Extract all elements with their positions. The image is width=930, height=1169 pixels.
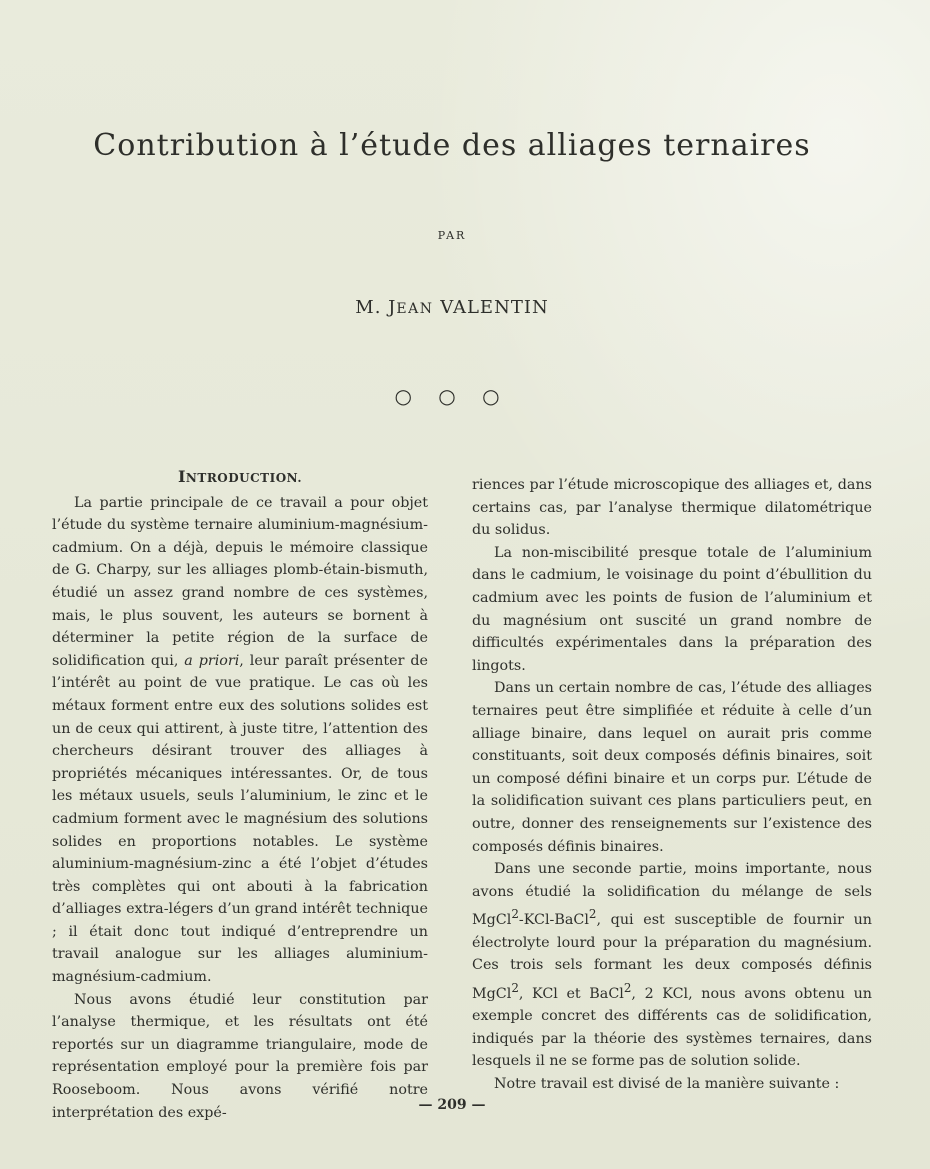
section-heading-rest: NTRODUCTION. bbox=[185, 471, 303, 485]
author-surname: VALENTIN bbox=[440, 297, 549, 318]
paragraph: Nous avons étudié leur constitution par l’analyse thermique, et les résultats ont été reportés sur un diagramme triangulaire, mode de représentation employé pour la première fois par Rooseboom. Nous avons vérifié notre interprétation des expé- bbox=[52, 991, 428, 1121]
paragraph: Dans un certain nombre de cas, l’étude des alliages ternaires peut être simplifiée et réduite à celle d’un alliage binaire, dans lequel on aurait pris comme constituants, soit deux composés définis binaires, soit un composé défini binaire et un corps pur. L’étude de la solidification suivant ces plans particuliers peut, en outre, donner des renseignements sur l’existence des composés définis binaires. bbox=[472, 680, 872, 855]
paragraph-text: -KCl-BaCl bbox=[518, 912, 589, 929]
paragraph-text: La partie principale de ce travail a pour objet l’étude du système ternaire aluminium-magnésium-cadmium. On a déjà, depuis le mémoire classique de G. Charpy, sur les alliages plomb-étain-bismuth, étudié un assez grand nombre de ces systèmes, mais, le plus souvent, les auteurs se bornent à déterminer la petite région de la surface de solidification qui, bbox=[52, 494, 428, 669]
paragraph bbox=[472, 858, 872, 1073]
left-column bbox=[52, 466, 428, 1124]
page-number: — 209 — bbox=[418, 1097, 486, 1113]
paragraph-text: , KCl et BaCl bbox=[518, 985, 624, 1002]
superscript: 2 bbox=[511, 980, 519, 995]
author bbox=[0, 297, 904, 318]
right-column bbox=[472, 474, 872, 1096]
paragraph-text: Dans une seconde partie, moins importante, nous avons étudié la solidification du mélange de sels MgCl bbox=[472, 861, 872, 929]
paragraph-emphasis: a priori bbox=[184, 652, 240, 669]
author-initial: M. J bbox=[355, 297, 397, 318]
paragraph bbox=[52, 492, 428, 989]
paragraph: La non-miscibilité presque totale de l’aluminium dans le cadmium, le voisinage du point d’ébullition du cadmium avec les points de fusion de l’aluminium et du magnésium ont suscité un grand nombre de difficultés expérimentales dans la préparation des lingots. bbox=[472, 544, 872, 674]
superscript: 2 bbox=[588, 907, 597, 922]
article-title: Contribution à l’étude des alliages ternaires bbox=[93, 128, 811, 163]
paragraph-text: , leur paraît présenter de l’intérêt au point de vue pratique. Le cas où les métaux forment entre eux des solutions solides est un de ceux qui attirent, à juste titre, l’attention des chercheurs désirant trouver des alliages à propriétés mécaniques intéressantes. Or, de tous les métaux usuels, seuls l’aluminium, le zinc et le cadmium forment avec le magnésium des solutions solides en proportions notables. Le système aluminium-magnésium-zinc a été l’objet d’études très complètes qui ont abouti à la fabrication d’alliages extra-légers d’un grand intérêt technique ; il était donc tout indiqué d’entreprendre un travail analogue sur les alliages aluminium-magnésium-cadmium. bbox=[52, 652, 428, 986]
section-heading-initial: I bbox=[177, 467, 186, 486]
paragraph-text: , qui est susceptible de fournir un électrolyte lourd pour la préparation du magnésium. Ces trois sels formant les deux composés définis MgCl bbox=[472, 912, 872, 1002]
paragraph-continued: riences par l’étude microscopique des alliages et, dans certains cas, par l’analyse thermique dilatométrique du solidus. bbox=[472, 477, 872, 539]
byline: PAR bbox=[437, 229, 467, 242]
paragraph: Notre travail est divisé de la manière suivante : bbox=[494, 1075, 840, 1092]
author-firstname-smallcaps: EAN bbox=[396, 301, 434, 317]
paragraph-text: , 2 KCl, nous avons obtenu un exemple concret des différents cas de solidification, indiqués par la théorie des systèmes ternaires, dans lesquels il ne se forme pas de solution solide. bbox=[472, 985, 873, 1070]
superscript: 2 bbox=[623, 980, 632, 995]
superscript: 2 bbox=[511, 907, 519, 922]
ornament-circles: ○ ○ ○ bbox=[394, 384, 510, 408]
section-heading bbox=[52, 466, 428, 490]
